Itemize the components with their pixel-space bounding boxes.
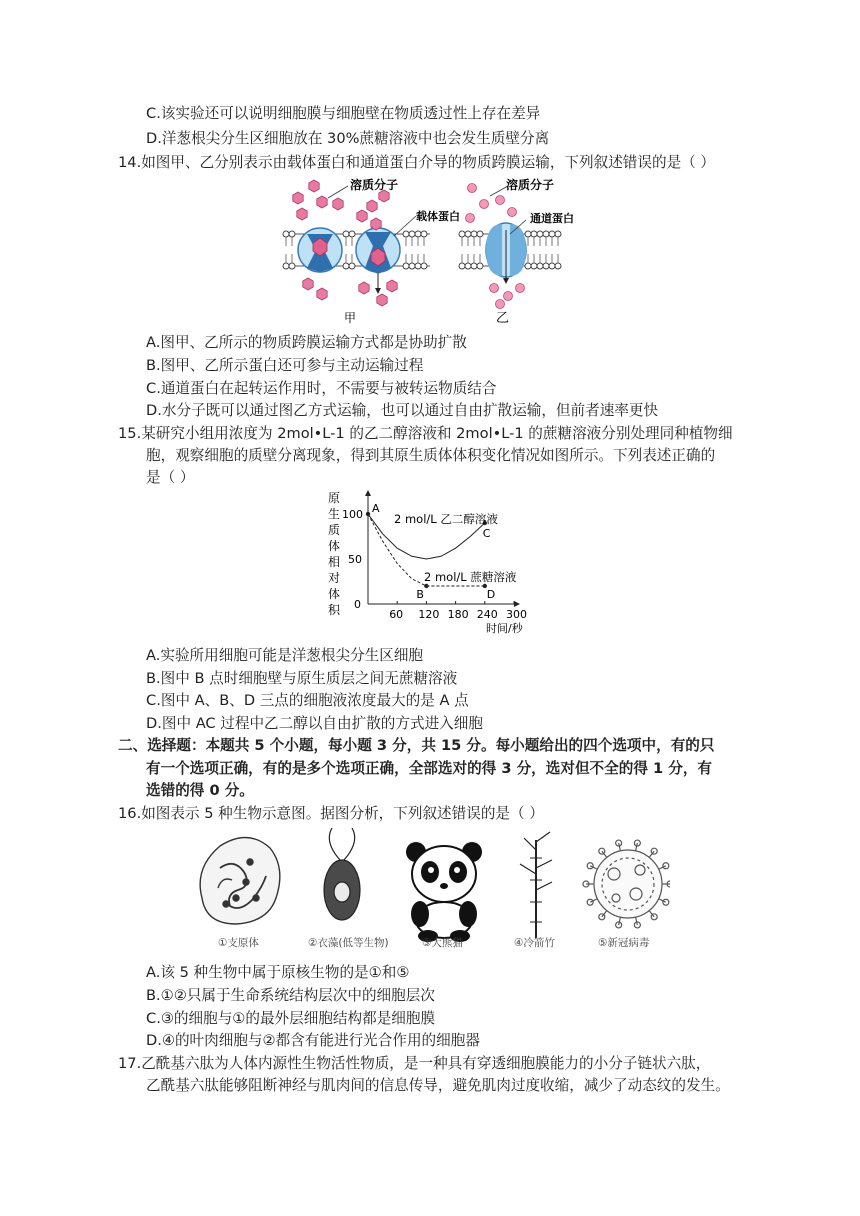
volume-chart: [318, 488, 543, 636]
chlamydomonas-image: [324, 828, 360, 920]
q14-stem: 14.如图甲、乙分别表示由载体蛋白和通道蛋白介导的物质跨膜运输，下列叙述错误的是（ ）: [118, 154, 716, 171]
point-A: [366, 512, 370, 516]
label-jia: 甲: [344, 311, 357, 325]
label-channel: 通道蛋白: [530, 212, 574, 225]
caption-chlamydomonas: ②衣藻(低等生物): [308, 937, 389, 949]
point-B: [424, 584, 428, 588]
y-tick-label: 0: [354, 598, 361, 611]
y-axis-label: [328, 491, 341, 617]
bamboo-image: [520, 832, 552, 938]
q16-option-b: B.①②只属于生命系统结构层次中的细胞层次: [146, 987, 435, 1004]
q13-option-d: D.洋葱根尖分生区细胞放在 30%蔗糖溶液中也会发生质壁分离: [146, 130, 550, 147]
x-tick-label: 240: [476, 608, 498, 621]
point-label-D: D: [486, 588, 496, 601]
x-axis-arrow: [514, 601, 520, 607]
q15-option-d: D.图中 AC 过程中乙二醇以自由扩散的方式进入细胞: [146, 715, 483, 732]
point-label-A: A: [372, 502, 380, 515]
q15-option-a: A.实验所用细胞可能是洋葱根尖分生区细胞: [146, 647, 424, 664]
q14-option-d: D.水分子既可以通过图乙方式运输，也可以通过自由扩散运输，但前者速率更快: [146, 402, 659, 419]
y-label-char: 原: [328, 491, 341, 505]
mycoplasma-image: [200, 837, 280, 924]
point-label-B: B: [416, 588, 424, 601]
channel-protein: [486, 223, 526, 284]
section2-line2: 有一个选项正确，有的是多个选项正确，全部选对的得 3 分，选对但不全的得 1 分，有: [146, 760, 713, 777]
y-label-char: 相: [328, 555, 341, 569]
x-tick-label: 300: [506, 608, 527, 621]
q15-stem-line1: 15.某研究小组用浓度为 2mol•L-1 的乙二醇溶液和 2mol•L-1 的蔗糖溶液分别处理同种植物细: [118, 425, 733, 442]
y-label-char: 体: [328, 587, 341, 601]
point-label-C: C: [482, 527, 491, 540]
y-label-char: 生: [328, 507, 341, 521]
x-tick-label: 120: [418, 608, 440, 621]
label-carrier: 载体蛋白: [416, 210, 460, 223]
label-yi: 乙: [496, 311, 510, 326]
q14-option-b: B.图甲、乙所示蛋白还可参与主动运输过程: [146, 357, 424, 374]
carrier-protein-1: [298, 228, 342, 272]
y-label-char: 对: [328, 571, 341, 585]
q15-option-b: B.图中 B 点时细胞壁与原生质层之间无蔗糖溶液: [146, 670, 458, 687]
y-tick-label: 50: [348, 553, 362, 566]
series-label-0: 2 mol/L 乙二醇溶液: [394, 512, 498, 526]
q17-line1: 17.乙酰基六肽为人体内源性生物活性物质，是一种具有穿透细胞膜能力的小分子链状六肽，: [118, 1055, 711, 1072]
label-solute-right: 溶质分子: [506, 178, 555, 192]
y-label-char: 质: [328, 523, 341, 537]
q15-stem-line2: 胞，观察细胞的质壁分离现象，得到其原生质体体积变化情况如图所示。下列表述正确的: [146, 447, 716, 464]
caption-virus: ⑤新冠病毒: [598, 937, 650, 949]
q15-stem-line3: 是（ ）: [146, 469, 195, 486]
section2-line3: 选错的得 0 分。: [146, 782, 254, 799]
caption-bamboo: ④冷箭竹: [514, 937, 555, 949]
section2-line1: 二、选择题：本题共 5 个小题，每小题 3 分，共 15 分。每小题给出的四个选项中，有的只: [118, 737, 715, 754]
coronavirus-image: [583, 840, 670, 928]
y-label-char: 积: [328, 603, 341, 617]
y-label-char: 体: [328, 539, 341, 553]
series-label-1: 2 mol/L 蔗糖溶液: [424, 570, 517, 584]
label-solute-left: 溶质分子: [350, 178, 399, 192]
y-tick-label: 100: [342, 508, 363, 521]
q16-option-a: A.该 5 种生物中属于原核生物的是①和⑤: [146, 964, 410, 981]
q14-option-a: A.图甲、乙所示的物质跨膜运输方式都是协助扩散: [146, 334, 467, 351]
q16-option-c: C.③的细胞与①的最外层细胞结构都是细胞膜: [146, 1010, 436, 1027]
q13-option-c: C.该实验还可以说明细胞膜与细胞壁在物质透过性上存在差异: [146, 105, 541, 122]
x-tick-label: 180: [447, 608, 469, 621]
x-tick-label: 60: [389, 608, 404, 621]
panda-image: [406, 842, 482, 942]
x-axis-label: 时间/秒: [486, 622, 523, 635]
q15-option-c: C.图中 A、B、D 三点的细胞液浓度最大的是 A 点: [146, 692, 469, 709]
q14-option-c: C.通道蛋白在起转运作用时，不需要与被转运物质结合: [146, 380, 497, 397]
q16-option-d: D.④的叶肉细胞与②都含有能进行光合作用的细胞器: [146, 1032, 480, 1049]
y-axis-arrow: [365, 490, 371, 496]
organisms-figure: [190, 828, 670, 956]
caption-panda: ③大熊猫: [422, 937, 463, 949]
q17-line2: 乙酰基六肽能够阻断神经与肌肉间的信息传导，避免肌肉过度收缩，减少了动态纹的发生。: [146, 1077, 730, 1094]
transport-figure: [280, 176, 600, 326]
q16-stem: 16.如图表示 5 种生物示意图。据图分析，下列叙述错误的是（ ）: [118, 805, 544, 822]
caption-mycoplasma: ①支原体: [218, 937, 259, 949]
